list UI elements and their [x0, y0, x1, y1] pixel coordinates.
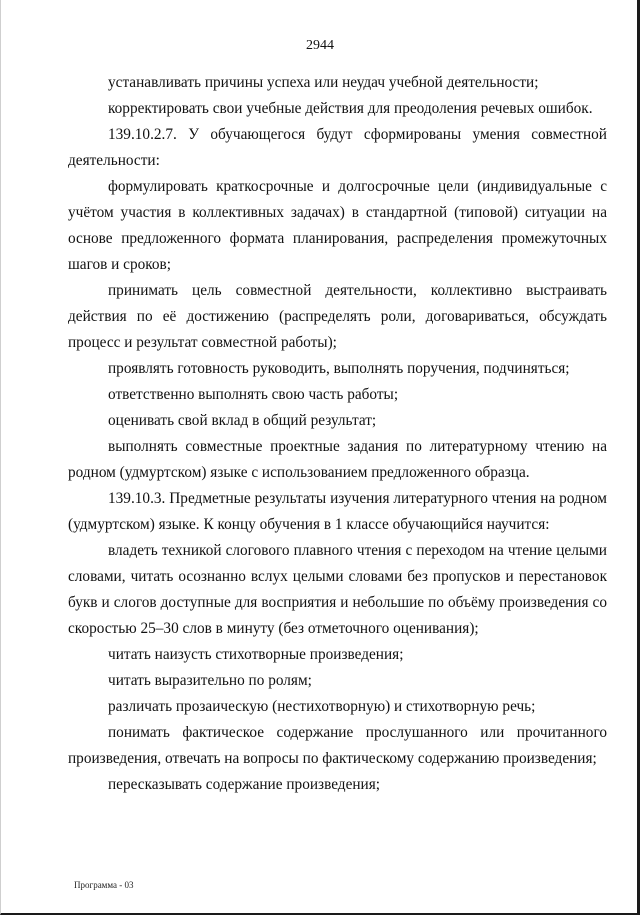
paragraph: устанавливать причины успеха или неудач учебной деятельности;	[108, 74, 539, 91]
paragraph: ответственно выполнять свою часть работы;	[108, 386, 399, 403]
paragraph: 139.10.2.7. У обучающегося будут сформированы умения совместной деятельности:	[68, 126, 607, 169]
paragraph: пересказывать содержание произведения;	[108, 776, 381, 793]
paragraph: выполнять совместные проектные задания по литературному чтению на родном (удмуртском) языке с использованием предложенного образца.	[68, 438, 607, 481]
paragraph: корректировать свои учебные действия для преодоления речевых ошибок.	[108, 100, 593, 117]
paragraph: понимать фактическое содержание прослушанного или прочитанного произведения, отвечать на вопросы по фактическому содержанию произведения;	[68, 724, 607, 767]
paragraph: принимать цель совместной деятельности, коллективно выстраивать действия по её достижению (распределять роли, договариваться, обсуждать процесс и результат совместной работы);	[68, 282, 607, 351]
paragraph: оценивать свой вклад в общий результат;	[108, 412, 377, 429]
paragraph: читать выразительно по ролям;	[108, 672, 312, 689]
paragraph: проявлять готовность руководить, выполнять поручения, подчиняться;	[108, 360, 570, 377]
paragraph: формулировать краткосрочные и долгосрочные цели (индивидуальные с учётом участия в коллективных задачах) в стандартной (типовой) ситуации на основе предложенного формата планирования, распределения промежуточных шагов и сроков;	[68, 178, 607, 273]
paragraph: 139.10.3. Предметные результаты изучения литературного чтения на родном (удмуртском) языке. К концу обучения в 1 классе обучающийся научится:	[68, 490, 607, 533]
page-number: 2944	[306, 38, 334, 53]
document-body	[68, 70, 607, 798]
footer-label: Программа - 03	[74, 880, 134, 890]
paragraph: различать прозаическую (нестихотворную) и стихотворную речь;	[108, 698, 536, 715]
paragraph: читать наизусть стихотворные произведения;	[108, 646, 404, 663]
paragraph: владеть техникой слогового плавного чтения с переходом на чтение целыми словами, читать осознанно вслух целыми словами без пропусков и перестановок букв и слогов доступные для восприятия и небольшие по объёму произведения со скоростью 25–30 слов в минуту (без отметочного оценивания);	[68, 542, 607, 637]
